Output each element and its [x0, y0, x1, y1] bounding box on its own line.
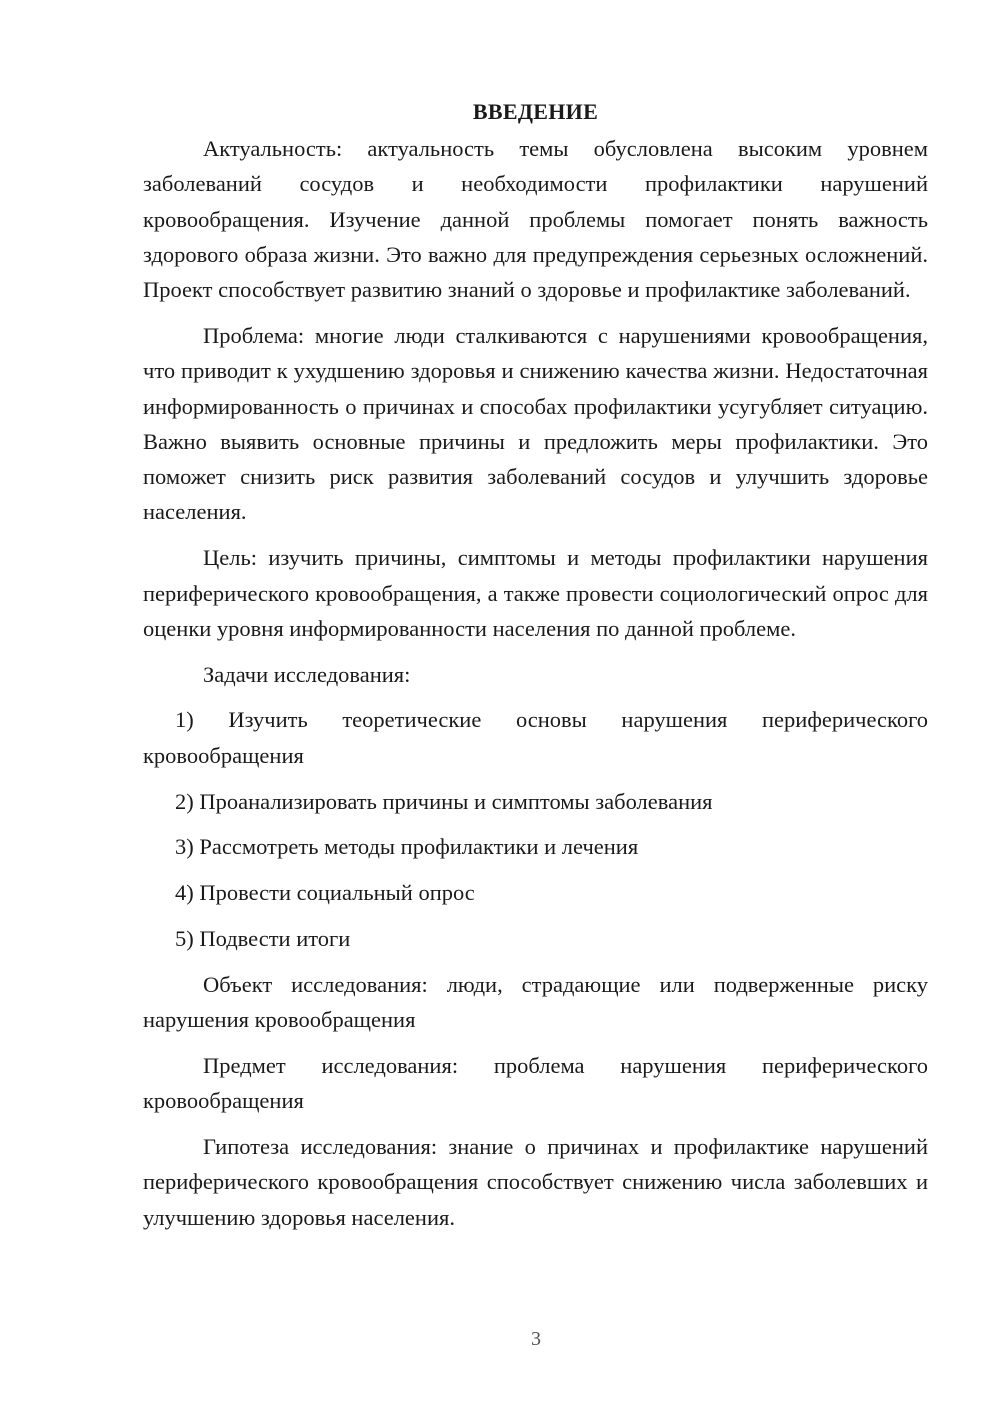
subject-paragraph: Предмет исследования: проблема нарушения периферического кровообращения [143, 1052, 928, 1114]
tasks-list [143, 702, 928, 956]
page-number: 3 [531, 1328, 541, 1350]
page-title: ВВЕДЕНИЕ [472, 99, 599, 124]
list-item: 4) Провести социальный опрос [175, 880, 475, 906]
list-item: 2) Проанализировать причины и симптомы заболевания [175, 788, 713, 814]
document-page [143, 94, 928, 1245]
list-item: 5) Подвести итоги [175, 925, 351, 951]
object-paragraph: Объект исследования: люди, страдающие или подверженные риску нарушения кровообращения [143, 971, 928, 1033]
goal-paragraph: Цель: изучить причины, симптомы и методы профилактики нарушения периферического кровообращения, а также провести социологический опрос для оценки уровня информированности населения по данной проблеме. [143, 545, 928, 641]
hypothesis-paragraph: Гипотеза исследования: знание о причинах и профилактике нарушений периферического кровообращения способствует снижению числа заболевших и улучшению здоровья населения. [143, 1133, 928, 1230]
relevance-paragraph: Актуальность: актуальность темы обусловлена высоким уровнем заболеваний сосудов и необходимости профилактики нарушений кровообращения. Изучение данной проблемы помогает понять важность здорового образа жизни. Это важно для предупреждения серьезных осложнений. Проект способствует развитию знаний о здоровье и профилактике заболеваний. [143, 136, 928, 303]
list-item: 1) Изучить теоретические основы нарушения периферического кровообращения [143, 707, 928, 768]
list-item: 3) Рассмотреть методы профилактики и лечения [175, 834, 639, 860]
tasks-heading: Задачи исследования: [203, 661, 411, 687]
problem-paragraph: Проблема: многие люди сталкиваются с нарушениями кровообращения, что приводит к ухудшению здоровья и снижению качества жизни. Недостаточная информированность о причинах и способах профилактики усугубляет ситуацию. Важно выявить основные причины и предложить меры профилактики. Это поможет снизить риск развития заболеваний сосудов и улучшить здоровье населения. [143, 322, 928, 525]
